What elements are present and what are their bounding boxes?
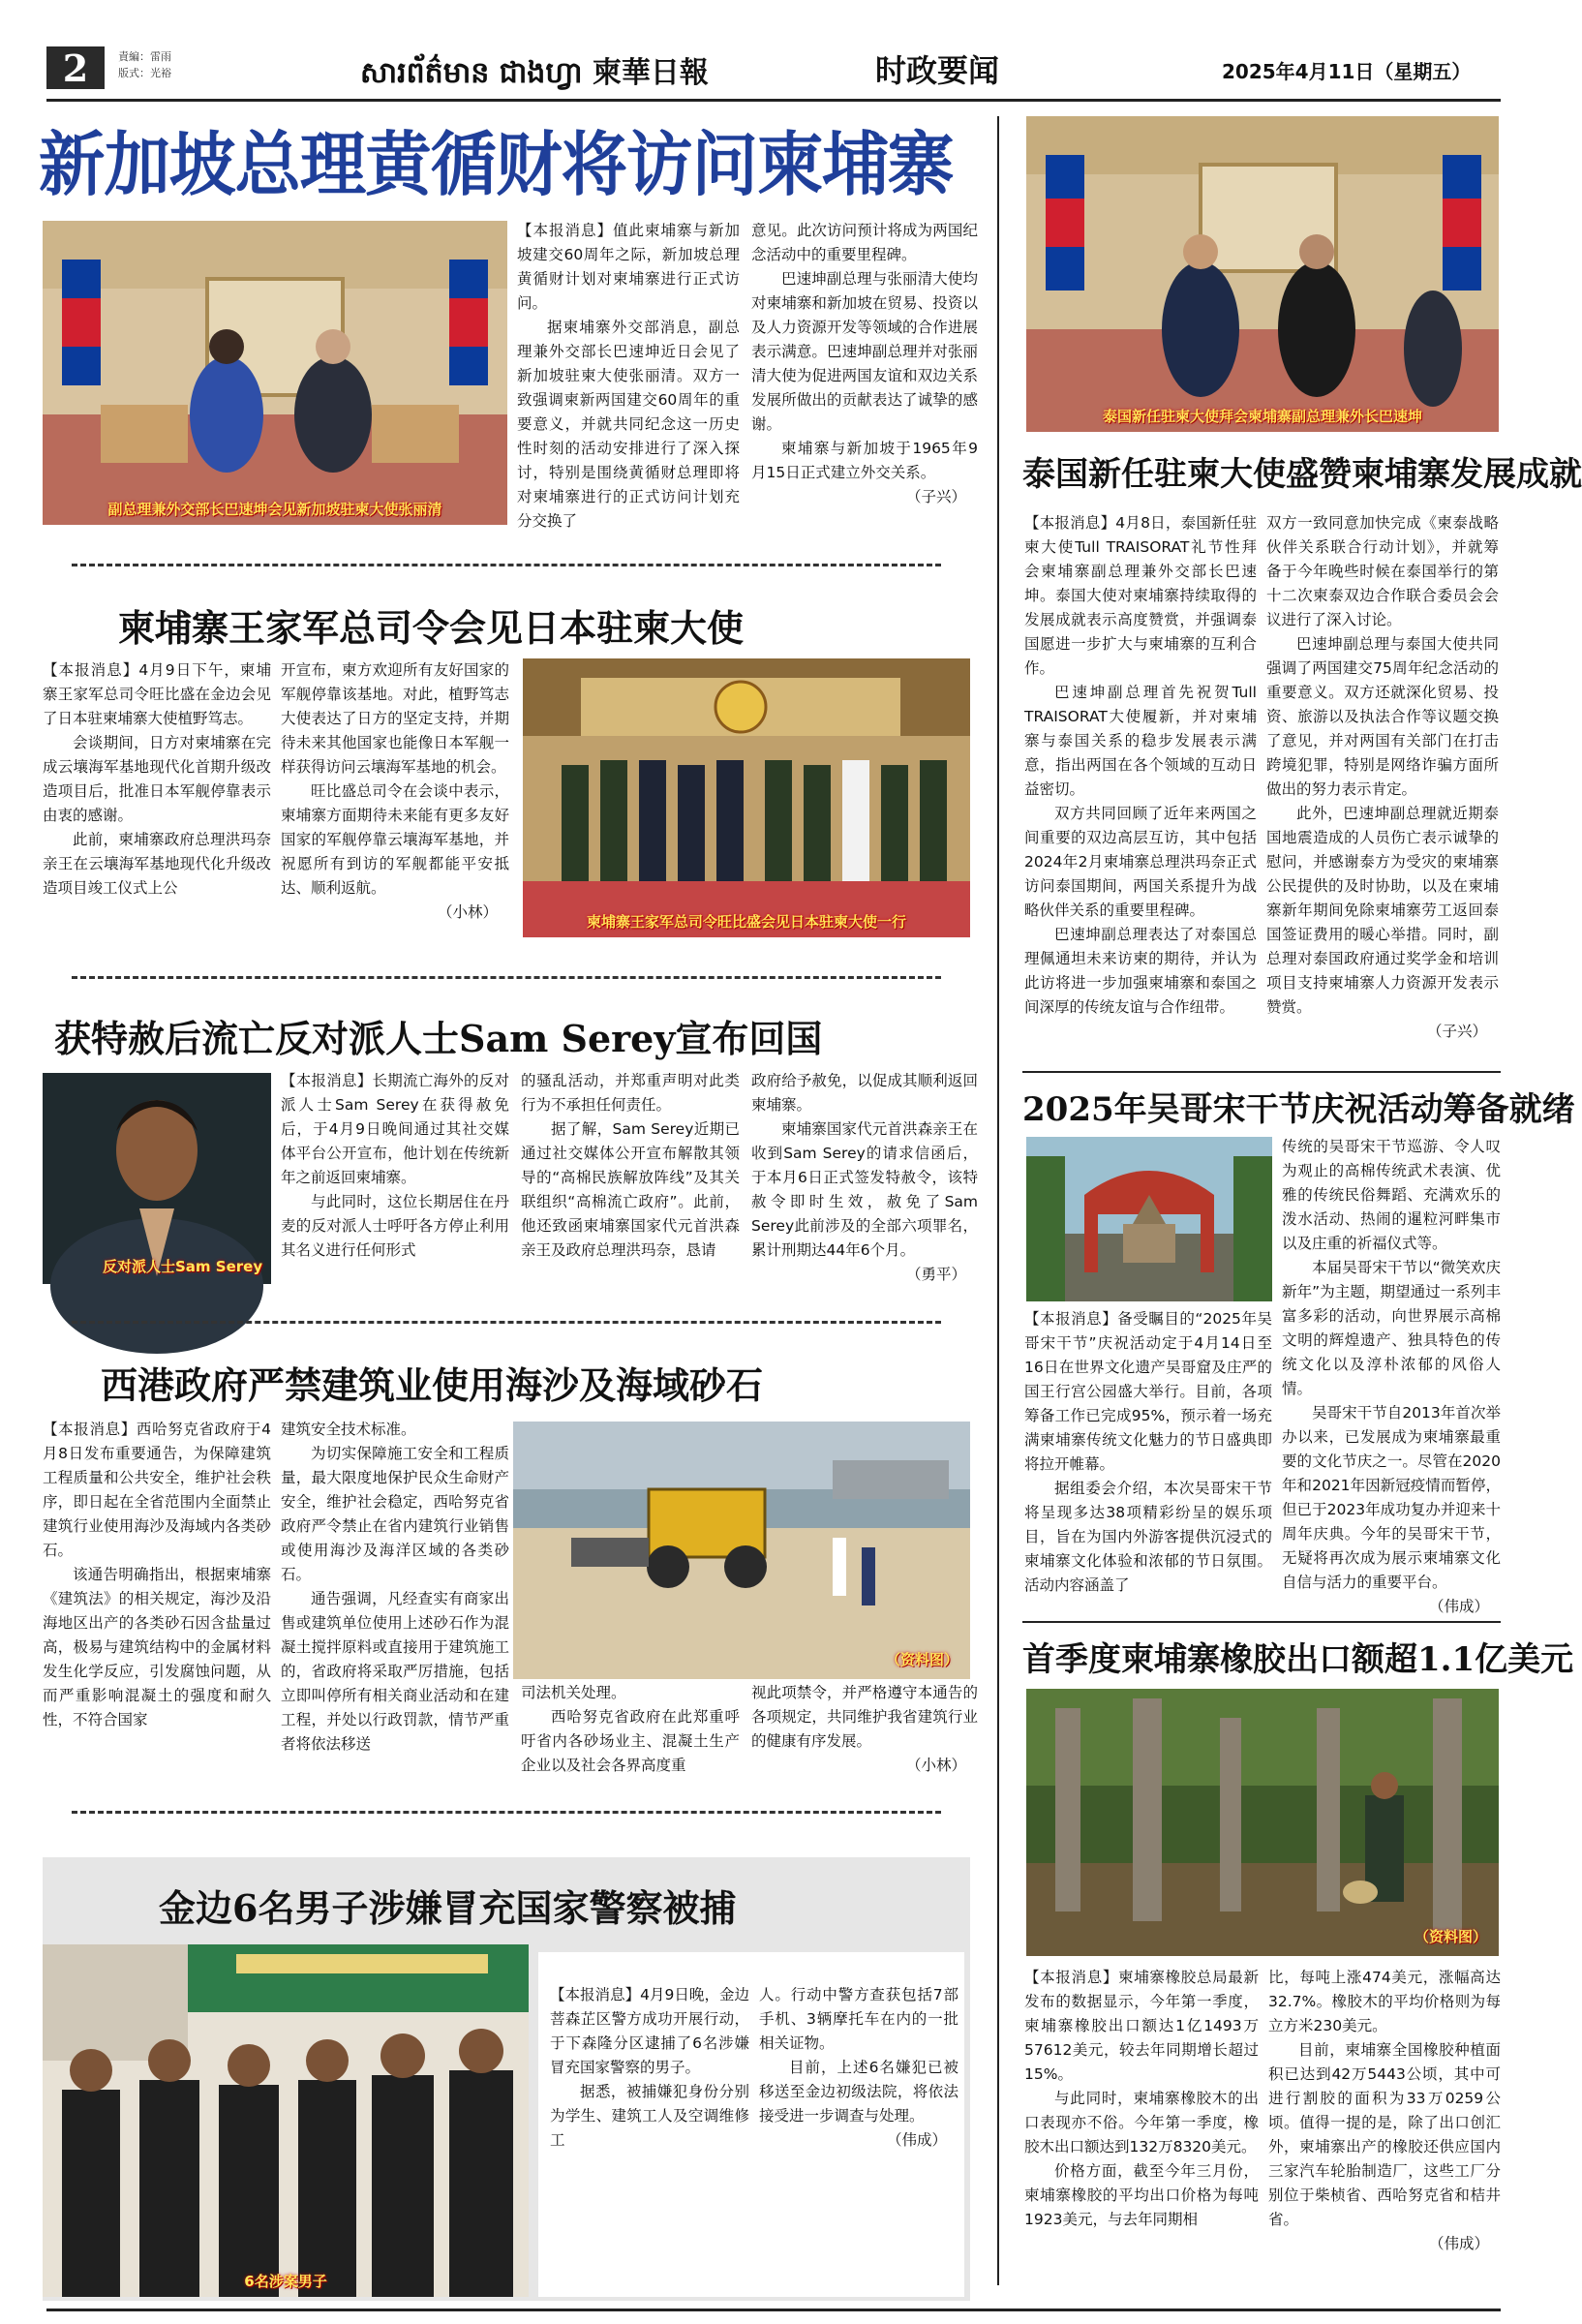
paragraph: 本届吴哥宋干节以“微笑欢庆新年”为主题，期望通过一系列丰富多彩的活动，向世界展示高棉文明的辉煌遗产、独具特色的传统文化以及淳朴浓郁的风俗人情。 (1282, 1259, 1501, 1397)
thai-headline: 泰国新任驻柬大使盛赞柬埔寨发展成就 (1022, 455, 1582, 494)
paragraph: 双方一致同意加快完成《柬泰战略伙伴关系联合行动计划》，并就筹备于今年晚些时候在泰国举行的第十二次柬泰双边合作联合委员会会议进行了深入讨论。 (1266, 514, 1499, 628)
songkran-column-left (1024, 1307, 1272, 1594)
police-photo (43, 1944, 529, 2297)
paragraph: 【本报消息】4月9日下午，柬埔寨王家军总司令旺比盛在金边会见了日本驻柬埔寨大使植野笃志。 (43, 661, 271, 727)
separator (1022, 1071, 1501, 1073)
paragraph: 巴速坤副总理首先祝贺Tull TRAISORAT大使履新，并对柬埔寨与泰国关系的稳步发展表示满意，指出两国在各个领域的互动日益密切。 (1024, 684, 1257, 798)
thai-column-1 (1024, 511, 1257, 1083)
lead-byline: （子兴） (905, 488, 966, 505)
paragraph: 司法机关处理。 (521, 1684, 626, 1701)
samserey-photo (43, 1073, 271, 1284)
songkran-column-right (1282, 1135, 1501, 1615)
paragraph: 【本报消息】柬埔寨橡胶总局最新发布的数据显示，今年第一季度，柬埔寨橡胶出口额达1亿1493万57612美元，较去年同期增长超过15%。 (1024, 1969, 1259, 2083)
paragraph: 【本报消息】4月9日晚，金边菩森芷区警方成功开展行动，于下森隆分区逮捕了6名涉嫌冒充国家警察的男子。 (550, 1986, 749, 2076)
rubber-photo-caption: （资料图） (1414, 1928, 1487, 1945)
paragraph: 建筑安全技术标准。 (281, 1421, 416, 1438)
rubber-byline: （伟成） (1428, 2235, 1489, 2252)
lead-column-1 (517, 219, 740, 529)
editor-line: 責編：雷雨 (118, 50, 171, 63)
separator (72, 564, 941, 566)
paragraph: 开宣布，柬方欢迎所有友好国家的军舰停靠该基地。对此，植野笃志大使表达了日方的坚定支持，并期待未来其他国家也能像日本军舰一样获得访问云壤海军基地的机会。 (281, 661, 509, 776)
sand-photo (513, 1422, 970, 1679)
samserey-column-3 (751, 1069, 978, 1288)
songkran-photo (1026, 1137, 1272, 1301)
paragraph: 意见。此次访问预计将成为两国纪念活动中的重要里程碑。 (751, 222, 978, 263)
japan-photo-caption: 柬埔寨王家军总司令旺比盛会见日本驻柬大使一行 (586, 913, 906, 931)
paragraph: 柬埔寨国家代元首洪森亲王在收到Sam Serey的请求信函后，于本月6日正式签发特赦令，该特赦令即时生效，赦免了Sam Serey此前涉及的全部六项罪名，累计刑期达44年6个月。 (751, 1120, 978, 1259)
sand-photo-caption: （资料图） (885, 1651, 958, 1668)
thai-byline: （子兴） (1426, 1023, 1487, 1040)
police-column-1 (550, 1983, 749, 2291)
paragraph: 据悉，被捕嫌犯身份分别为学生、建筑工人及空调维修工 (550, 2083, 749, 2149)
paragraph: 为切实保障施工安全和工程质量，最大限度地保护民众生命财产安全，维护社会稳定，西哈努克省政府严令禁止在省内建筑行业销售或使用海沙及海洋区域的各类砂石。 (281, 1445, 509, 1583)
issue-date: 2025年4月11日（星期五） (1222, 60, 1472, 83)
paragraph: 【本报消息】4月8日，泰国新任驻柬大使Tull TRAISORAT礼节性拜会柬埔寨副总理兼外交部长巴速坤。泰国大使对柬埔寨持续取得的发展成就表示高度赞赏，并强调泰国愿进一步扩大与柬埔寨的互利合作。 (1024, 514, 1257, 677)
paragraph: 人。行动中警方查获包括7部手机、3辆摩托车在内的一批相关证物。 (759, 1986, 958, 2052)
rubber-column-1 (1024, 1966, 1259, 2285)
rubber-photo (1026, 1689, 1499, 1956)
paragraph: 政府给予赦免，以促成其顺利返回柬埔寨。 (751, 1072, 978, 1114)
thai-photo (1026, 116, 1499, 432)
songkran-headline: 2025年吴哥宋干节庆祝活动筹备就绪 (1022, 1090, 1575, 1129)
sand-column-3 (521, 1681, 740, 1778)
paragraph: 【本报消息】长期流亡海外的反对派人士Sam Serey在获得赦免后，于4月9日晚间通过其社交媒体平台公开宣布，他计划在传统新年之前返回柬埔寨。 (281, 1072, 509, 1186)
paragraph: 旺比盛总司令在会谈中表示，柬埔寨方面期待未来能有更多友好国家的军舰停靠云壤海军基地，并祝愿所有到访的军舰都能平安抵达、顺利返航。 (281, 782, 509, 897)
paragraph: 价格方面，截至今年三月份，柬埔寨橡胶的平均出口价格为每吨1923美元，与去年同期相 (1024, 2162, 1259, 2228)
sand-headline: 西港政府严禁建筑业使用海沙及海域砂石 (101, 1363, 764, 1407)
footer-rule (46, 2309, 1501, 2311)
paragraph: 与此同时，柬埔寨橡胶木的出口表现亦不俗。今年第一季度，橡胶木出口额达到132万8320美元。 (1024, 2090, 1259, 2156)
japan-photo (523, 658, 970, 937)
paragraph: 巴速坤副总理与泰国大使共同强调了两国建交75周年纪念活动的重要意义。双方还就深化贸易、投资、旅游以及执法合作等议题交换了意见，并对两国有关部门在打击跨境犯罪，特别是网络诈骗方面所做出的努力表示肯定。 (1266, 635, 1499, 798)
header-rule (46, 99, 1501, 102)
section-title: 时政要闻 (875, 52, 1000, 89)
separator (1022, 1621, 1501, 1623)
separator (72, 1811, 941, 1814)
paragraph: 与此同时，这位长期居住在丹麦的反对派人士呼吁各方停止利用其名义进行任何形式 (281, 1193, 509, 1259)
samserey-column-2 (521, 1069, 740, 1288)
paragraph: 目前，柬埔寨全国橡胶种植面积已达到42万5443公顷，其中可进行割胶的面积为33万0259公顷。值得一提的是，除了出口创汇外，柬埔寨出产的橡胶还供应国内三家汽车轮胎制造厂，这些工厂分别位于柴桢省、西哈努克省和桔井省。 (1268, 2041, 1501, 2228)
paragraph: 巴速坤副总理表达了对泰国总理佩通坦未来访柬的期待，并认为此访将进一步加强柬埔寨和泰国之间深厚的传统友谊与合作纽带。 (1024, 926, 1257, 1016)
editor-credits (118, 48, 176, 81)
japan-headline: 柬埔寨王家军总司令会见日本驻柬大使 (118, 606, 745, 650)
samserey-photo-caption: 反对派人士Sam Serey (103, 1258, 263, 1275)
paragraph: 比，每吨上涨474美元，涨幅高达32.7%。橡胶木的平均价格则为每立方米230美元。 (1268, 1969, 1501, 2034)
paragraph: 双方共同回顾了近年来两国之间重要的双边高层互访，其中包括2024年2月柬埔寨总理洪玛奈正式访问泰国期间，两国关系提升为战略伙伴关系的重要里程碑。 (1024, 805, 1257, 919)
paragraph: 【本报消息】西哈努克省政府于4月8日发布重要通告，为保障建筑工程质量和公共安全，维护社会秩序，即日起在全省范围内全面禁止建筑行业使用海沙及海域内各类砂石。 (43, 1421, 271, 1559)
sand-byline: （小林） (905, 1757, 966, 1774)
lead-column-2 (751, 219, 978, 529)
paragraph: 传统的吴哥宋干节巡游、令人叹为观止的高棉传统武术表演、优雅的传统民俗舞蹈、充满欢乐的泼水活动、热闹的暹粒河畔集市以及庄重的祈福仪式等。 (1282, 1138, 1501, 1252)
paragraph: 通告强调，凡经查实有商家出售或建筑单位使用上述砂石作为混凝土搅拌原料或直接用于建筑施工的，省政府将采取严厉措施，包括立即叫停所有相关商业活动和在建工程，并处以行政罚款，情节严重者将依法移送 (281, 1590, 509, 1753)
paragraph: 巴速坤副总理与张丽清大使均对柬埔寨和新加坡在贸易、投资以及人力资源开发等领域的合作进展表示满意。巴速坤副总理并对张丽清大使为促进两国友谊和双边关系发展所做出的贡献表达了诚挚的感谢。 (751, 270, 978, 433)
lead-headline: 新加坡总理黄循财将访问柬埔寨 (39, 124, 954, 205)
police-column-2 (759, 1983, 958, 2291)
samserey-headline: 获特赦后流亡反对派人士Sam Serey宣布回国 (54, 1017, 823, 1060)
paragraph: 【本报消息】备受瞩目的“2025年吴哥宋干节”庆祝活动定于4月14日至16日在世界文化遗产吴哥窟及庄严的国王行宫公园盛大举行。目前，各项筹备工作已完成95%，预示着一场充满柬埔寨传统文化魅力的节日盛典即将拉开帷幕。 (1024, 1310, 1272, 1473)
police-headline: 金边6名男子涉嫌冒充国家警察被捕 (159, 1886, 737, 1930)
police-byline: （伟成） (886, 2131, 947, 2149)
rubber-column-2 (1268, 1966, 1501, 2285)
newspaper-masthead: សារព័ត៌មាន ជាងហ្វា 柬華日報 (360, 56, 709, 90)
layout-editor-line: 版式：光裕 (118, 67, 171, 79)
paragraph: 会谈期间，日方对柬埔寨在完成云壤海军基地现代化首期升级改造项目后，批准日本军舰停靠表示由衷的感谢。 (43, 734, 271, 824)
thai-column-2 (1266, 511, 1499, 1083)
lead-photo (43, 221, 507, 525)
lead-photo-caption: 副总理兼外交部长巴速坤会见新加坡驻柬大使张丽清 (107, 501, 442, 518)
column-divider (997, 116, 999, 2285)
thai-photo-caption: 泰国新任驻柬大使拜会柬埔寨副总理兼外长巴速坤 (1102, 408, 1422, 425)
songkran-byline: （伟成） (1428, 1598, 1489, 1615)
separator (72, 976, 941, 979)
sand-column-2 (281, 1418, 509, 1766)
sand-column-4 (751, 1681, 978, 1778)
paragraph: 据组委会介绍，本次吴哥宋干节将呈现多达38项精彩纷呈的娱乐项目，旨在为国内外游客提供沉浸式的柬埔寨文化体验和浓郁的节日氛围。活动内容涵盖了 (1024, 1480, 1272, 1594)
paragraph: 据柬埔寨外交部消息，副总理兼外交部长巴速坤近日会见了新加坡驻柬大使张丽清。双方一致强调柬新两国建交60周年的重要意义，并就共同纪念这一历史性时刻的活动安排进行了深入探讨，特别是围绕黄循财总理即将对柬埔寨进行的正式访问计划充分交换了 (517, 319, 740, 530)
paragraph: 的骚乱活动，并郑重声明对此类行为不承担任何责任。 (521, 1072, 740, 1114)
japan-column-1 (43, 658, 271, 949)
paragraph: 【本报消息】值此柬埔寨与新加坡建交60周年之际，新加坡总理黄循财计划对柬埔寨进行正式访问。 (517, 222, 740, 312)
paragraph: 柬埔寨与新加坡于1965年9月15日正式建立外交关系。 (751, 440, 978, 481)
paragraph: 此外，巴速坤副总理就近期泰国地震造成的人员伤亡表示诚挚的慰问，并感谢泰方为受灾的柬埔寨公民提供的及时协助，以及在柬埔寨新年期间免除柬埔寨劳工返回泰国签证费用的暖心举措。同时，副总理对泰国政府通过奖学金和培训项目支持柬埔寨人力资源开发表示赞赏。 (1266, 805, 1499, 1016)
separator (72, 1321, 941, 1324)
rubber-headline: 首季度柬埔寨橡胶出口额超1.1亿美元 (1022, 1640, 1574, 1679)
samserey-byline: （勇平） (905, 1266, 966, 1283)
paragraph: 吴哥宋干节自2013年首次举办以来，已发展成为柬埔寨最重要的文化节庆之一。尽管在2020年和2021年因新冠疫情而暂停，但已于2023年成功复办并迎来十周年庆典。今年的吴哥宋干节，无疑将再次成为展示柬埔寨文化自信与活力的重要平台。 (1282, 1404, 1501, 1591)
samserey-column-1 (281, 1069, 509, 1288)
paragraph: 此前，柬埔寨政府总理洪玛奈亲王在云壤海军基地现代化升级改造项目竣工仪式上公 (43, 831, 271, 897)
paragraph: 目前，上述6名嫌犯已被移送至金边初级法院，将依法接受进一步调查与处理。 (759, 2059, 958, 2125)
paragraph: 该通告明确指出，根据柬埔寨《建筑法》的相关规定，海沙及沿海地区出产的各类砂石因含盐量过高，极易与建筑结构中的金属材料发生化学反应，引发腐蚀问题，从而严重影响混凝土的强度和耐久性，不符合国家 (43, 1566, 271, 1728)
japan-column-2 (281, 658, 509, 949)
police-photo-caption: 6名涉案男子 (244, 2273, 327, 2290)
paragraph: 据了解，Sam Serey近期已通过社交媒体公开宣布解散其领导的“高棉民族解放阵线”及其关联组织“高棉流亡政府”。此前，他还致函柬埔寨国家代元首洪森亲王及政府总理洪玛奈，恳请 (521, 1120, 740, 1259)
sand-column-1 (43, 1418, 271, 1766)
paragraph: 西哈努克省政府在此郑重呼吁省内各砂场业主、混凝土生产企业以及社会各界高度重 (521, 1708, 740, 1774)
page-number: 2 (46, 46, 105, 89)
japan-byline: （小林） (437, 903, 498, 921)
paragraph: 视此项禁令，并严格遵守本通告的各项规定，共同维护我省建筑行业的健康有序发展。 (751, 1684, 978, 1750)
